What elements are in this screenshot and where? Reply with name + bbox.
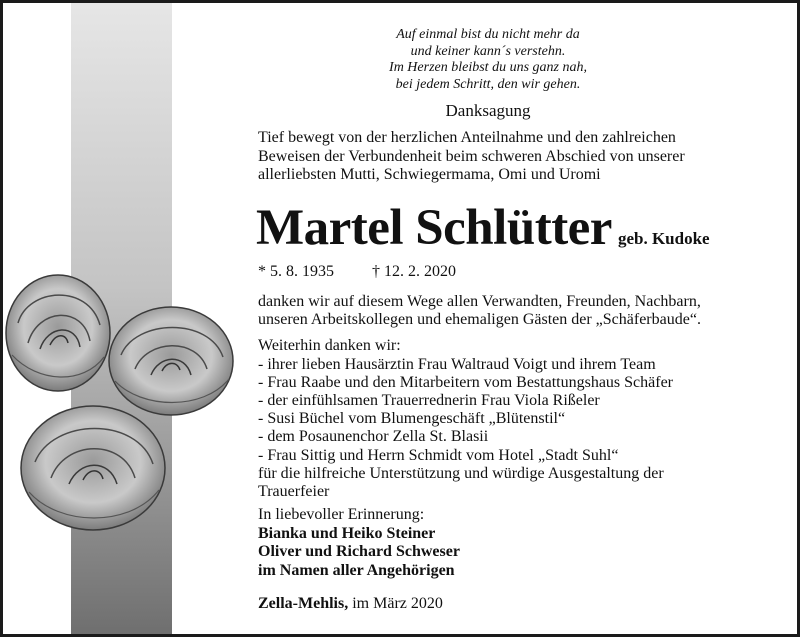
list-item: - Frau Raabe und den Mitarbeitern vom Bestattungshaus Schäfer: [258, 373, 673, 391]
deceased-name-line: [256, 199, 710, 257]
life-dates: [258, 263, 456, 281]
intro-line: Beweisen der Verbundenheit beim schweren Abschied von unserer: [258, 147, 685, 165]
signatory: Bianka und Heiko Steiner: [258, 524, 436, 542]
birth-date: * 5. 8. 1935: [258, 263, 334, 280]
death-date: † 12. 2. 2020: [372, 263, 456, 280]
closing: [258, 506, 460, 580]
support-line: für die hilfreiche Unterstützung und würdige Ausgestaltung der: [258, 464, 664, 482]
list-item: - ihrer lieben Hausärztin Frau Waltraud Voigt und ihrem Team: [258, 355, 656, 373]
list-item: - der einfühlsamen Trauerrednerin Frau Viola Rißeler: [258, 392, 600, 410]
intro-line: allerliebsten Mutti, Schwiegermama, Omi und Uromi: [258, 166, 601, 183]
place-date: [258, 595, 443, 613]
intro-text: [258, 129, 685, 185]
poem-line: und keiner kann´s verstehn.: [410, 43, 566, 59]
thanks-line: unseren Arbeitskollegen und ehemaligen Gästen der „Schäferbaude“.: [258, 311, 701, 329]
list-item: - Frau Sittig und Herrn Schmidt vom Hotel „Stadt Suhl“: [258, 446, 619, 464]
date: im März 2020: [352, 595, 443, 612]
poem-line: bei jedem Schritt, den wir gehen.: [395, 76, 581, 92]
signatory: Oliver und Richard Schweser: [258, 543, 460, 560]
roses-icon: [3, 263, 248, 553]
poem: [253, 27, 723, 93]
heading: Danksagung: [445, 101, 531, 120]
thanks-body: [258, 293, 701, 501]
further-thanks-intro: Weiterhin danken wir:: [258, 337, 401, 355]
signatory: im Namen aller Angehörigen: [258, 561, 455, 579]
poem-line: Auf einmal bist du nicht mehr da: [396, 27, 580, 42]
maiden-name: geb. Kudoke: [617, 229, 710, 248]
poem-line: Im Herzen bleibst du uns ganz nah,: [389, 60, 587, 75]
thanks-line: danken wir auf diesem Wege allen Verwandten, Freunden, Nachbarn,: [258, 293, 701, 310]
intro-line: Tief bewegt von der herzlichen Anteilnahme und den zahlreichen: [258, 129, 676, 146]
deceased-name: Martel Schlütter: [256, 200, 612, 256]
list-item: - Susi Büchel vom Blumengeschäft „Blütenstil“: [258, 410, 566, 428]
closing-intro: In liebevoller Erinnerung:: [258, 506, 425, 523]
list-item: - dem Posaunenchor Zella St. Blasii: [258, 428, 489, 446]
support-line: Trauerfeier: [258, 483, 330, 501]
place: Zella-Mehlis,: [258, 595, 349, 612]
